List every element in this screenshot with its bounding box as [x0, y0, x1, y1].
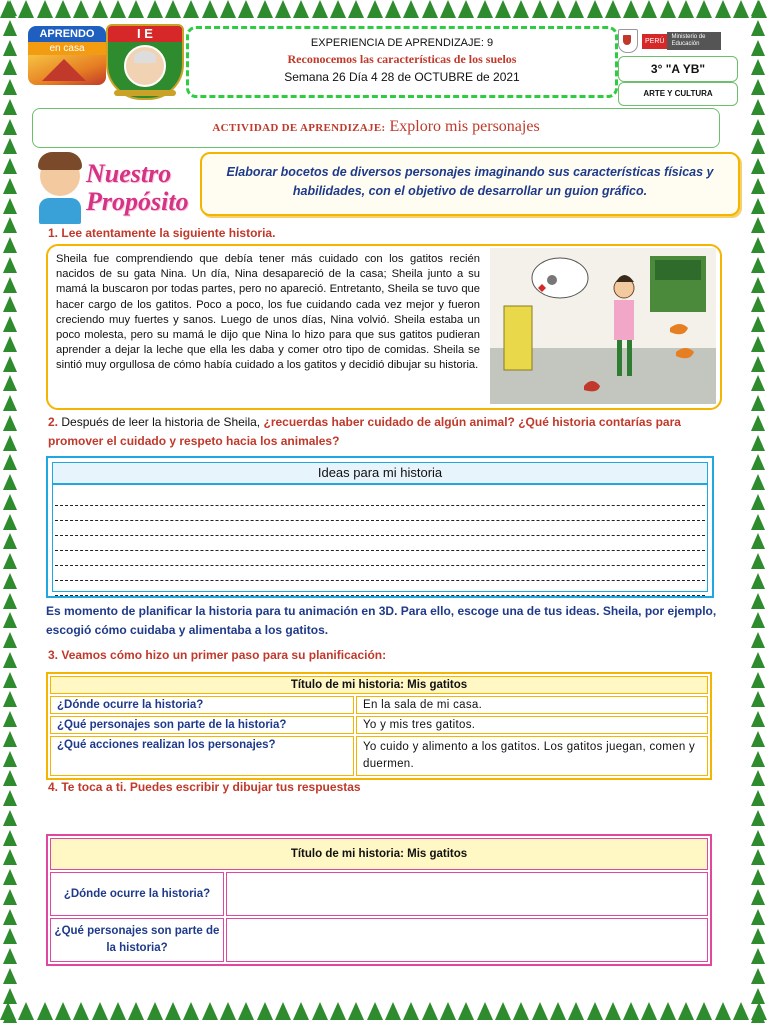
aprendo-en-casa-logo	[28, 26, 106, 88]
tree-icon	[3, 1007, 17, 1023]
cat-in-bubble-icon	[547, 275, 557, 285]
tree-icon	[751, 711, 765, 727]
writing-line[interactable]	[55, 581, 705, 596]
table-question: ¿Qué personajes son parte de la historia?	[50, 716, 354, 734]
tree-icon	[751, 138, 765, 154]
story-box	[46, 244, 722, 410]
purpose-box	[200, 152, 740, 216]
tree-icon	[623, 0, 639, 18]
tree-icon	[147, 1002, 163, 1020]
tree-icon	[477, 1002, 493, 1020]
tree-icon	[385, 1002, 401, 1020]
tree-icon	[220, 1002, 236, 1020]
tree-icon	[3, 119, 17, 135]
question-2-intro: Después de leer la historia de Sheila,	[61, 415, 264, 429]
tree-icon	[3, 237, 17, 253]
tree-icon	[293, 1002, 309, 1020]
tree-icon	[312, 1002, 328, 1020]
tree-icon	[18, 0, 34, 18]
tree-icon	[751, 849, 765, 865]
answer-field[interactable]	[226, 872, 708, 916]
table-answer: Yo cuido y alimento a los gatitos. Los gatitos juegan, comen y duermen.	[356, 736, 708, 776]
tree-icon	[751, 889, 765, 905]
tree-icon	[751, 968, 765, 984]
question-2-text: ¿recuerdas haber cuidado de algún animal? ¿Qué historia contarías para promover el cuidado y respeto hacia los animales?	[48, 415, 681, 448]
experience-subtitle: Reconocemos las características de los suelos	[287, 52, 517, 66]
writing-line[interactable]	[55, 506, 705, 521]
tree-icon	[696, 1002, 712, 1020]
tree-icon	[751, 257, 765, 273]
tree-icon	[751, 119, 765, 135]
story-text: Sheila fue comprendiendo que debía tener más cuidado con los gatitos recién nacidos de su gata Nina. Un día, Nina desapareció de la casa; Sheila junto a su mamá la buscaron por todas partes, pero no apareció. Entretanto, Sheila se tuvo que hacer cargo de los gatitos. Poco a poco, los fue cuidando cada vez mejor y fueron creciendo muy fuertes y sanos. Luego de unos días, Nina volvió. Sheila estaba un poco molesta, pero su mamá le dijo que Nina lo hizo para que sus gatitos pudieran aprender a dejar la leche que ella les daba y comer otro tipo de comidas. Sheila se sintió muy orgullosa de cómo había cuidado a los gatitos y decidió dibujar su historia.	[56, 253, 480, 372]
tree-icon	[37, 0, 53, 18]
purpose-heading	[86, 160, 198, 216]
question-1-number: 1.	[48, 226, 59, 240]
tree-icon	[751, 533, 765, 549]
tree-icon	[3, 217, 17, 233]
question-4-number: 4.	[48, 780, 59, 794]
tree-icon	[751, 277, 765, 293]
tree-icon	[183, 0, 199, 18]
tree-icon	[751, 237, 765, 253]
tree-icon	[220, 0, 236, 18]
tree-icon	[513, 1002, 529, 1020]
tree-icon	[3, 356, 17, 372]
drawing-svg	[490, 248, 716, 404]
tree-icon	[3, 257, 17, 273]
tree-icon	[751, 731, 765, 747]
tree-icon	[678, 0, 694, 18]
question-2	[48, 413, 718, 451]
tree-icon	[3, 395, 17, 411]
tree-icon	[312, 0, 328, 18]
tree-icon	[495, 0, 511, 18]
tree-icon	[3, 553, 17, 569]
table-row	[50, 918, 708, 962]
ideas-writing-lines	[53, 485, 707, 596]
tree-icon	[751, 59, 765, 75]
shield-ribbon	[114, 90, 176, 96]
tree-icon	[751, 810, 765, 826]
tree-icon	[422, 0, 438, 18]
tree-icon	[330, 0, 346, 18]
tree-icon	[751, 553, 765, 569]
purpose-heading-line1: Nuestro	[86, 159, 172, 188]
tree-icon	[623, 1002, 639, 1020]
tree-icon	[3, 593, 17, 609]
tree-icon	[3, 59, 17, 75]
question-1-text: Lee atentamente la siguiente historia.	[61, 226, 276, 240]
tree-icon	[403, 1002, 419, 1020]
thought-bubble-shape	[532, 258, 588, 298]
tree-icon	[751, 770, 765, 786]
tree-icon	[3, 790, 17, 806]
tree-icon	[751, 454, 765, 470]
table-question: ¿Qué personajes son parte de la historia?	[50, 918, 224, 962]
tree-icon	[385, 0, 401, 18]
girl-leg-right-shape	[627, 340, 632, 376]
tree-icon	[367, 1002, 383, 1020]
shelf-shape	[655, 260, 701, 280]
tree-icon	[751, 928, 765, 944]
tree-icon	[605, 1002, 621, 1020]
tree-icon	[751, 751, 765, 767]
tree-icon	[3, 731, 17, 747]
tree-icon	[3, 435, 17, 451]
tree-icon	[641, 0, 657, 18]
tree-icon	[3, 375, 17, 391]
tree-icon	[3, 454, 17, 470]
tree-icon	[3, 99, 17, 115]
tree-icon	[3, 79, 17, 95]
tree-icon	[733, 1002, 749, 1020]
tree-icon	[751, 494, 765, 510]
tree-icon	[238, 1002, 254, 1020]
tree-icon	[751, 178, 765, 194]
tree-icon	[3, 296, 17, 312]
tree-icon	[660, 1002, 676, 1020]
tree-icon	[751, 198, 765, 214]
tree-icon	[715, 0, 731, 18]
tree-icon	[3, 810, 17, 826]
cat-orange-1-icon	[670, 324, 688, 334]
tree-icon	[3, 988, 17, 1004]
tree-icon	[403, 0, 419, 18]
tree-icon	[37, 1002, 53, 1020]
table-answer: En la sala de mi casa.	[356, 696, 708, 714]
writing-line[interactable]	[55, 551, 705, 566]
border-bottom	[0, 1002, 768, 1024]
tree-icon	[165, 0, 181, 18]
table-question: ¿Qué acciones realizan los personajes?	[50, 736, 354, 776]
tree-icon	[751, 632, 765, 648]
question-4	[48, 780, 361, 794]
tree-icon	[3, 849, 17, 865]
tree-icon	[367, 0, 383, 18]
tree-icon	[3, 928, 17, 944]
question-3-number: 3.	[48, 648, 59, 662]
tree-icon	[3, 968, 17, 984]
tree-icon	[348, 1002, 364, 1020]
table-question: ¿Dónde ocurre la historia?	[50, 872, 224, 916]
activity-box	[32, 108, 720, 148]
tree-icon	[202, 0, 218, 18]
tree-icon	[147, 0, 163, 18]
tree-icon	[751, 652, 765, 668]
logo-subtext: en casa	[28, 42, 106, 55]
planning-instructions: Es momento de planificar la historia para tu animación en 3D. Para ello, escoge una de tus ideas. Sheila, por ejemplo, escogió cómo cuidaba y alimentaba a los gatitos.	[46, 604, 717, 637]
table-question: ¿Dónde ocurre la historia?	[50, 696, 354, 714]
ideas-title: Ideas para mi historia	[53, 463, 707, 485]
border-left	[0, 0, 20, 1024]
tree-icon	[3, 652, 17, 668]
tree-icon	[715, 1002, 731, 1020]
tree-icon	[3, 711, 17, 727]
tree-icon	[477, 0, 493, 18]
logo-text: APRENDO	[28, 26, 106, 42]
tree-icon	[641, 1002, 657, 1020]
tree-icon	[495, 1002, 511, 1020]
child-illustration	[34, 156, 88, 226]
tree-icon	[660, 0, 676, 18]
tree-icon	[587, 1002, 603, 1020]
tree-icon	[587, 0, 603, 18]
question-1	[48, 226, 275, 240]
tree-icon	[3, 830, 17, 846]
tree-icon	[73, 1002, 89, 1020]
tree-icon	[751, 672, 765, 688]
tree-icon	[3, 494, 17, 510]
tree-icon	[275, 0, 291, 18]
tree-icon	[3, 138, 17, 154]
tree-icon	[751, 356, 765, 372]
tree-icon	[550, 1002, 566, 1020]
example-planning-table	[46, 672, 712, 780]
student-table-title: Título de mi historia: Mis gatitos	[50, 838, 708, 870]
tree-icon	[751, 514, 765, 530]
tree-icon	[92, 1002, 108, 1020]
door-shape	[504, 306, 532, 370]
writing-line[interactable]	[55, 536, 705, 551]
tree-icon	[275, 1002, 291, 1020]
tree-icon	[751, 691, 765, 707]
question-3	[48, 648, 386, 662]
tree-icon	[751, 20, 765, 36]
tree-icon	[110, 0, 126, 18]
purpose-text: Elaborar bocetos de diversos personajes imaginando sus características físicas y habilidades, con el objetivo de desarrollar un guion gráfico.	[226, 165, 714, 198]
border-top	[0, 0, 768, 22]
writing-line[interactable]	[55, 521, 705, 536]
tree-icon	[238, 0, 254, 18]
tree-icon	[257, 0, 273, 18]
tree-icon	[696, 0, 712, 18]
school-shield-logo	[106, 24, 184, 100]
table-row	[50, 872, 708, 916]
tree-icon	[751, 99, 765, 115]
tree-icon	[3, 672, 17, 688]
tree-icon	[3, 198, 17, 214]
child-drawing-image	[490, 248, 716, 404]
tree-icon	[751, 790, 765, 806]
activity-title: Exploro mis personajes	[389, 118, 540, 135]
tree-icon	[330, 1002, 346, 1020]
purpose-heading-line2: Propósito	[86, 187, 189, 216]
tree-icon	[751, 336, 765, 352]
tree-icon	[605, 0, 621, 18]
tree-icon	[3, 691, 17, 707]
tree-icon	[532, 1002, 548, 1020]
writing-line[interactable]	[55, 491, 705, 506]
question-2-number: 2.	[48, 415, 59, 429]
tree-icon	[183, 1002, 199, 1020]
tree-icon	[458, 0, 474, 18]
portrait-icon	[124, 45, 166, 87]
tree-icon	[568, 1002, 584, 1020]
mountain-icon	[28, 55, 106, 85]
tree-icon	[3, 277, 17, 293]
tree-icon	[128, 0, 144, 18]
tree-icon	[751, 217, 765, 233]
tree-icon	[751, 158, 765, 174]
student-planning-table	[46, 834, 712, 966]
table-row	[50, 736, 708, 776]
tree-icon	[3, 415, 17, 431]
tree-icon	[422, 1002, 438, 1020]
peru-label: PERÚ	[642, 34, 667, 49]
question-3-text: Veamos cómo hizo un primer paso para su planificación:	[61, 648, 387, 662]
girl-dress-shape	[614, 300, 634, 340]
tree-icon	[73, 0, 89, 18]
tree-icon	[751, 0, 765, 16]
tree-icon	[751, 909, 765, 925]
girl-hair-shape	[616, 275, 634, 282]
tree-icon	[3, 612, 17, 628]
tree-icon	[293, 0, 309, 18]
tree-icon	[165, 1002, 181, 1020]
answer-field[interactable]	[226, 918, 708, 962]
tree-icon	[733, 0, 749, 18]
tree-icon	[3, 20, 17, 36]
tree-icon	[568, 0, 584, 18]
peru-shield-icon	[618, 29, 638, 53]
example-table-title: Título de mi historia: Mis gatitos	[50, 676, 708, 694]
activity-label: ACTIVIDAD DE APRENDIZAJE:	[212, 122, 386, 134]
tree-icon	[751, 948, 765, 964]
tree-icon	[751, 830, 765, 846]
tree-icon	[751, 1007, 765, 1023]
tree-icon	[3, 770, 17, 786]
tree-icon	[92, 0, 108, 18]
tree-icon	[55, 0, 71, 18]
tree-icon	[751, 415, 765, 431]
tree-icon	[458, 1002, 474, 1020]
tree-icon	[3, 948, 17, 964]
tree-icon	[3, 336, 17, 352]
child-head-icon	[40, 156, 80, 196]
tree-icon	[3, 632, 17, 648]
tree-icon	[513, 0, 529, 18]
area-label: ARTE Y CULTURA	[618, 82, 738, 106]
tree-icon	[440, 1002, 456, 1020]
question-4-text: Te toca a ti. Puedes escribir y dibujar tus respuestas	[61, 780, 361, 794]
tree-icon	[751, 316, 765, 332]
tree-icon	[348, 0, 364, 18]
border-right	[748, 0, 768, 1024]
tree-icon	[128, 1002, 144, 1020]
tree-icon	[3, 869, 17, 885]
tree-icon	[3, 889, 17, 905]
ideas-box	[46, 456, 714, 598]
tree-icon	[3, 316, 17, 332]
tree-icon	[3, 0, 17, 16]
tree-icon	[751, 79, 765, 95]
tree-icon	[751, 573, 765, 589]
tree-icon	[532, 0, 548, 18]
table-row	[50, 716, 708, 734]
tree-icon	[550, 0, 566, 18]
grade-label: 3° "A YB"	[618, 56, 738, 82]
week-date: Semana 26 Día 4 28 de OCTUBRE de 2021	[284, 70, 520, 84]
tree-icon	[751, 593, 765, 609]
tree-icon	[3, 751, 17, 767]
tree-icon	[440, 0, 456, 18]
tree-icon	[751, 474, 765, 490]
header-info-box	[186, 26, 618, 98]
shield-letters: I E	[108, 26, 182, 42]
tree-icon	[3, 514, 17, 530]
tree-icon	[3, 40, 17, 56]
tree-icon	[3, 178, 17, 194]
child-body-icon	[39, 198, 81, 224]
writing-line[interactable]	[55, 566, 705, 581]
tree-icon	[3, 474, 17, 490]
tree-icon	[3, 158, 17, 174]
tree-icon	[678, 1002, 694, 1020]
tree-icon	[751, 395, 765, 411]
minedu-logo	[618, 28, 736, 54]
tree-icon	[751, 296, 765, 312]
table-answer: Yo y mis tres gatitos.	[356, 716, 708, 734]
tree-icon	[202, 1002, 218, 1020]
tree-icon	[257, 1002, 273, 1020]
table-row	[50, 696, 708, 714]
ministry-label: Ministerio de Educación	[667, 32, 721, 50]
tree-icon	[751, 435, 765, 451]
tree-icon	[55, 1002, 71, 1020]
tree-icon	[751, 988, 765, 1004]
girl-leg-left-shape	[617, 340, 622, 376]
tree-icon	[3, 573, 17, 589]
tree-icon	[18, 1002, 34, 1020]
tree-icon	[3, 533, 17, 549]
tree-icon	[751, 869, 765, 885]
tree-icon	[3, 909, 17, 925]
tree-icon	[751, 612, 765, 628]
tree-icon	[110, 1002, 126, 1020]
tree-icon	[751, 375, 765, 391]
experience-title: EXPERIENCIA DE APRENDIZAJE: 9	[310, 37, 494, 49]
tree-icon	[751, 40, 765, 56]
